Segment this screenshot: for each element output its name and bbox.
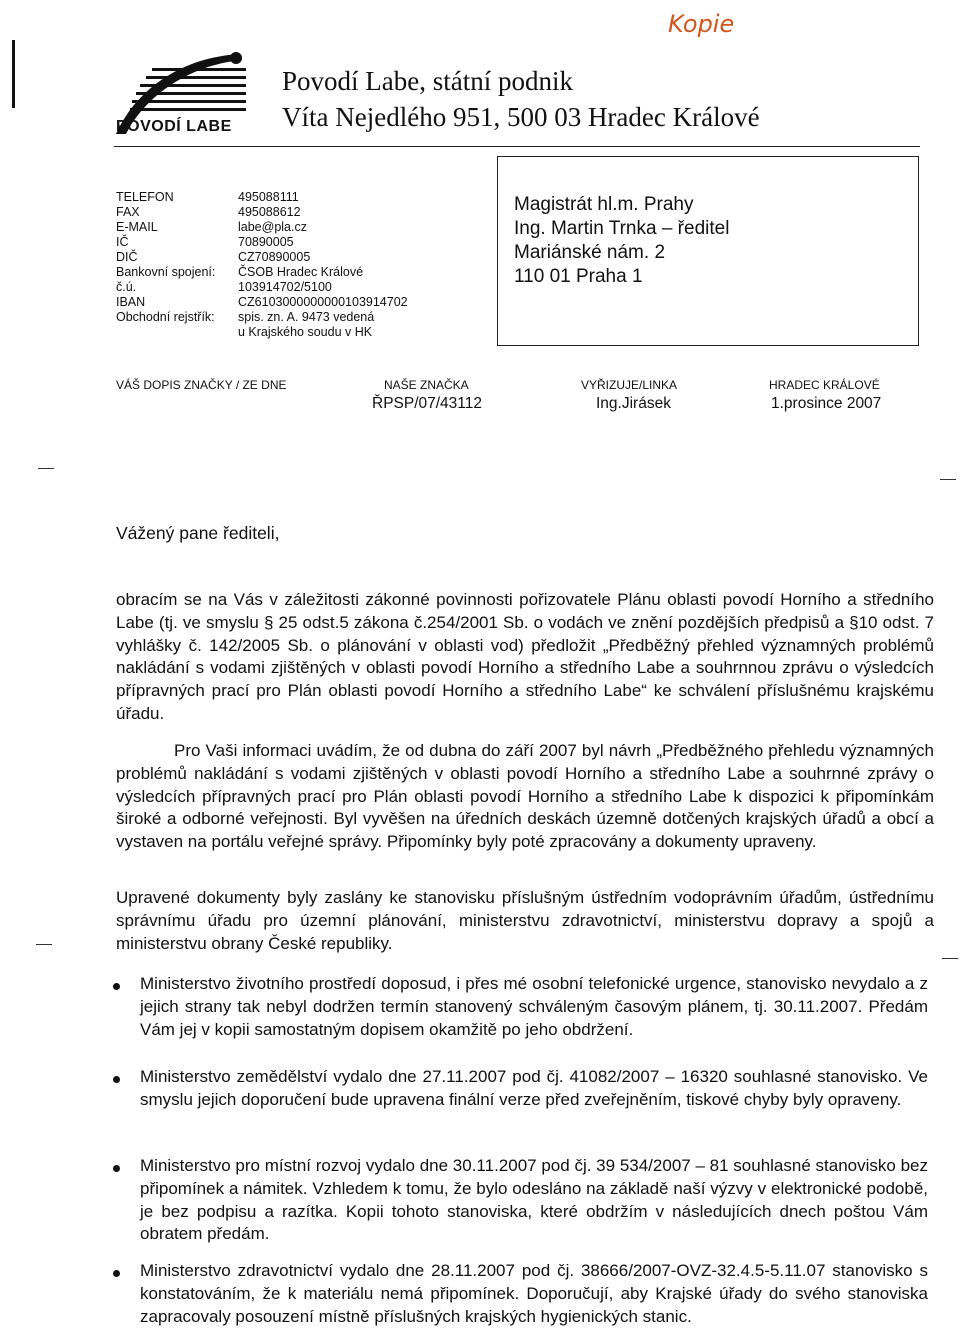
contact-row-dic <box>116 250 496 265</box>
copy-stamp: Kopie <box>668 10 735 38</box>
recipient-line: Magistrát hl.m. Prahy <box>514 194 694 215</box>
punch-mark-right <box>942 958 958 959</box>
contact-label: Bankovní spojení: <box>116 265 216 279</box>
recipient-line: 110 01 Praha 1 <box>514 266 643 287</box>
bullet-icon <box>113 1165 120 1172</box>
contact-row-phone <box>116 190 496 205</box>
contact-value: CZ70890005 <box>238 250 311 264</box>
handled-by-value: Ing.Jirásek <box>596 395 671 412</box>
your-letter-label: VÁŠ DOPIS ZNAČKY / ZE DNE <box>116 378 287 392</box>
contact-value: spis. zn. A. 9473 vedená <box>238 310 375 324</box>
place-label: HRADEC KRÁLOVÉ <box>769 378 880 392</box>
contact-label: IČ <box>116 235 129 249</box>
contact-value: 70890005 <box>238 235 294 249</box>
contact-value: CZ6103000000000103914702 <box>238 295 408 309</box>
contact-value: u Krajského soudu v HK <box>238 325 373 339</box>
paragraph-2 <box>116 740 934 854</box>
organization-address: Víta Nejedlého 951, 500 03 Hradec Králové <box>282 102 760 132</box>
margin-mark <box>12 40 15 108</box>
bullet-icon <box>113 983 120 990</box>
contact-row-register <box>116 310 496 325</box>
organization-name: Povodí Labe, státní podnik <box>282 66 573 96</box>
recipient-line: Ing. Martin Trnka – ředitel <box>514 218 730 239</box>
contact-value: 495088612 <box>238 205 301 219</box>
contact-row-iban <box>116 295 496 310</box>
salutation: Vážený pane řediteli, <box>116 523 280 543</box>
bullet-icon <box>113 1270 120 1277</box>
bullet-item: Ministerstvo pro místní rozvoj vydalo dne 30.11.2007 pod čj. 39 534/2007 – 81 souhlasné stanovisko bez připomínek a námitek. Vzhledem k tomu, že bylo odesláno na základě naší výzvy v elektronické podobě, je bez podpisu a razítka. Kopii tohoto stanoviska, které obdržím v následujících dnech poštou Vám obratem předám. <box>140 1156 928 1244</box>
contact-row-fax <box>116 205 496 220</box>
contact-row-account <box>116 280 496 295</box>
handled-by-label: VYŘIZUJE/LINKA <box>581 378 678 392</box>
bullet-icon <box>113 1076 120 1083</box>
contact-label: č.ú. <box>116 280 137 294</box>
punch-mark-left <box>36 944 52 945</box>
bullet-item: Ministerstvo zdravotnictví vydalo dne 28.11.2007 pod čj. 38666/2007-OVZ-32.4.5-5.11.07 stanovisko s konstatováním, že k materiálu nemá připomínek. Doporučují, aby Krajské úřady do svého stanoviska zapracovaly posouzení místně příslušných krajských hygienických stanic. <box>140 1261 928 1326</box>
fold-mark-right <box>940 479 956 480</box>
contact-value: labe@pla.cz <box>238 220 307 234</box>
contact-label: IBAN <box>116 295 146 309</box>
paragraph-1: obracím se na Vás v záležitosti zákonné povinnosti pořizovatele Plánu oblasti povodí Horního a středního Labe (tj. ve smyslu § 25 odst.5 zákona č.254/2001 Sb. o vodách ve znění pozdějších předpisů a §10 odst. 7 vyhlášky č. 142/2005 Sb. o plánování v oblasti vod) předložit „Předběžný přehled významných problémů nakládání s vodami zjištěných v oblasti povodí Horního a středního Labe a souhrnnou zprávu o výsledcích přípravných prací pro Plán oblasti povodí Horního a středního Labe“ ke schválení příslušnému krajskému úřadu. <box>116 590 934 723</box>
recipient-line: Mariánské nám. 2 <box>514 242 666 263</box>
contact-label: Obchodní rejstřík: <box>116 310 215 324</box>
contact-label <box>116 325 238 340</box>
logo-text: POVODÍ LABE <box>116 118 232 135</box>
paragraph-2-text: Pro Vaši informaci uvádím, že od dubna do září 2007 byl návrh „Předběžného přehledu významných problémů nakládání s vodami zjištěných v oblasti povodí Horního a středního Labe a souhrnné zprávy o výsledcích přípravných prací pro Plán oblasti povodí Horního a středního Labe k dispozici k připomínkám široké a odborné veřejnosti. Byl vyvěšen na úředních deskách územně dotčených krajských úřadů a obcí a vystaven na portálu veřejné správy. Připomínky byly poté zpracovány a dokumenty upraveny. <box>116 741 934 852</box>
contact-label: E-MAIL <box>116 220 158 234</box>
contact-block <box>116 190 496 343</box>
header-divider <box>114 146 920 147</box>
contact-label: FAX <box>116 205 140 219</box>
contact-label: TELEFON <box>116 190 174 204</box>
fold-mark-left <box>38 468 54 469</box>
contact-value: 495088111 <box>238 190 299 204</box>
contact-label: DIČ <box>116 250 138 264</box>
contact-row-ic <box>116 235 496 250</box>
contact-value: 103914702/5100 <box>238 280 332 294</box>
contact-value: ČSOB Hradec Králové <box>238 265 364 279</box>
date-value: 1.prosince 2007 <box>771 395 882 412</box>
our-ref-label: NAŠE ZNAČKA <box>384 378 469 392</box>
bullet-item: Ministerstvo zemědělství vydalo dne 27.11.2007 pod čj. 41082/2007 – 16320 souhlasné stanovisko. Ve smyslu jejich doporučení bude upravena finální verze před zveřejněním, tiskové chyby byly opraveny. <box>140 1067 928 1109</box>
recipient-address <box>514 193 729 289</box>
contact-row-email <box>116 220 496 235</box>
contact-row-bank <box>116 265 496 280</box>
contact-row-court <box>116 325 496 340</box>
bullet-item: Ministerstvo životního prostředí doposud, i přes mé osobní telefonické urgence, stanovisko nevydalo a z jejich strany tak nebyl dodržen termín stanovený schváleným časovým plánem, tj. 30.11.2007. Předám Vám jej v kopii samostatným dopisem okamžitě po jeho obdržení. <box>140 974 928 1039</box>
paragraph-3: Upravené dokumenty byly zaslány ke stanovisku příslušným ústředním vodoprávním úřadům, ústřednímu správnímu úřadu pro územní plánování, ministerstvu zdravotnictví, ministerstvu dopravy a spojů a ministerstvu obrany České republiky. <box>116 888 934 953</box>
our-ref-value: ŘPSP/07/43112 <box>372 395 483 412</box>
